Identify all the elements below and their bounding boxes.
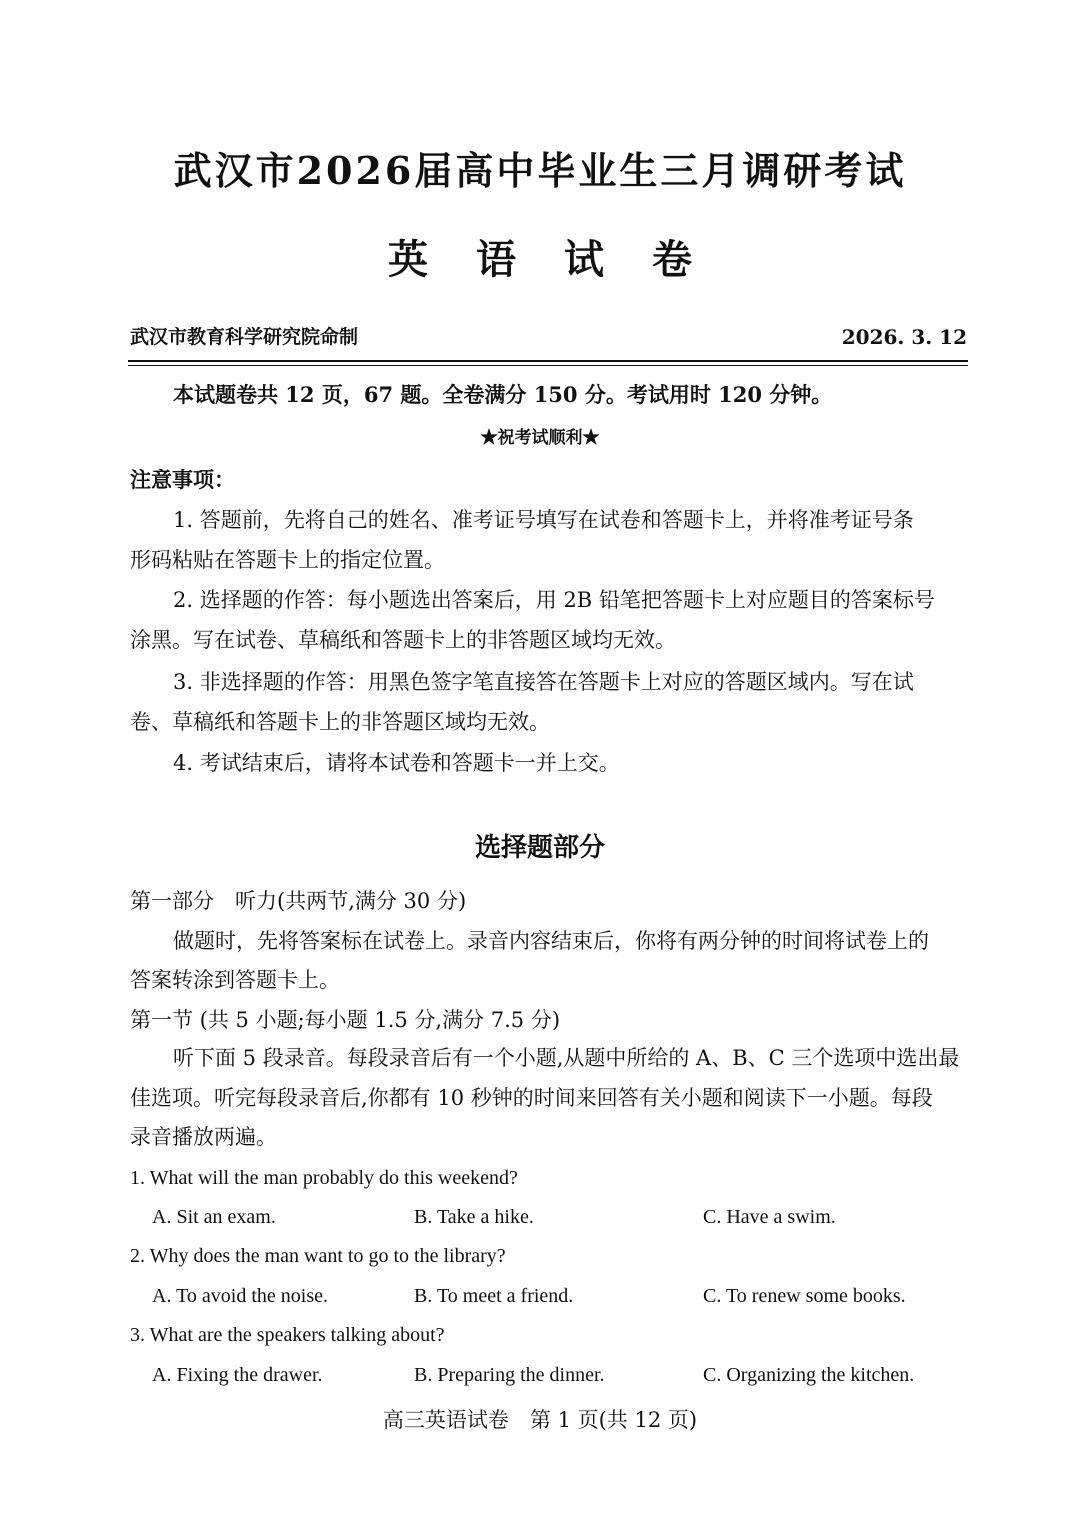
section1-instructions-line-3: 录音播放两遍。 [130, 1125, 277, 1149]
part1-heading: 第一部分 听力(共两节,满分 30 分) [130, 889, 467, 913]
question-1-option-a: A. Sit an exam. [152, 1206, 276, 1228]
notice-item-2-line-1: 2. 选择题的作答：每小题选出答案后，用 2B 铅笔把答题卡上对应题目的答案标号 [173, 588, 935, 612]
good-luck-wish: ★祝考试顺利★ [480, 428, 600, 448]
section-title: 选择题部分 [474, 833, 605, 863]
question-3-option-c: C. Organizing the kitchen. [703, 1364, 915, 1386]
part1-instructions-line-2: 答案转涂到答题卡上。 [130, 968, 340, 992]
notice-item-4: 4. 考试结束后，请将本试卷和答题卡一并上交。 [173, 751, 620, 775]
issuer: 武汉市教育科学研究院命制 [130, 326, 359, 348]
notice-item-2-line-2: 涂黑。写在试卷、草稿纸和答题卡上的非答题区域均无效。 [130, 628, 676, 652]
question-3-stem: 3. What are the speakers talking about? [130, 1324, 445, 1346]
question-2-option-a: A. To avoid the noise. [152, 1285, 328, 1307]
notice-item-3-line-1: 3. 非选择题的作答：用黑色签字笔直接答在答题卡上对应的答题区域内。写在试 [173, 670, 914, 694]
question-3-option-a: A. Fixing the drawer. [152, 1364, 323, 1386]
part1-instructions-line-1: 做题时，先将答案标在试卷上。录音内容结束后，你将有两分钟的时间将试卷上的 [173, 929, 929, 953]
exam-title: 武汉市2026届高中毕业生三月调研考试 [173, 148, 907, 193]
notice-item-1-line-2: 形码粘贴在答题卡上的指定位置。 [130, 548, 445, 572]
question-2-option-b: B. To meet a friend. [414, 1285, 574, 1307]
section1-instructions-line-1: 听下面 5 段录音。每段录音后有一个小题,从题中所给的 A、B、C 三个选项中选出最 [173, 1046, 960, 1070]
page-footer: 高三英语试卷 第 1 页(共 12 页) [382, 1408, 698, 1432]
header-rule [128, 360, 968, 362]
question-2-stem: 2. Why does the man want to go to the library? [130, 1245, 506, 1267]
exam-date: 2026. 3. 12 [841, 325, 967, 349]
notice-item-1-line-1: 1. 答题前，先将自己的姓名、准考证号填写在试卷和答题卡上，并将准考证号条 [173, 508, 914, 532]
header-rule-thin [128, 365, 968, 366]
question-3-option-b: B. Preparing the dinner. [414, 1364, 605, 1386]
question-2-option-c: C. To renew some books. [703, 1285, 906, 1307]
question-1-option-b: B. Take a hike. [414, 1206, 534, 1228]
section1-heading: 第一节 (共 5 小题;每小题 1.5 分,满分 7.5 分) [130, 1008, 561, 1032]
question-1-stem: 1. What will the man probably do this weekend? [130, 1167, 518, 1189]
exam-intro: 本试题卷共 12 页，67 题。全卷满分 150 分。考试用时 120 分钟。 [173, 382, 833, 407]
section1-instructions-line-2: 佳选项。听完每段录音后,你都有 10 秒钟的时间来回答有关小题和阅读下一小题。每段 [130, 1086, 933, 1110]
notice-item-3-line-2: 卷、草稿纸和答题卡上的非答题区域均无效。 [130, 710, 550, 734]
notice-heading: 注意事项： [130, 467, 235, 492]
subject-title: 英语试卷 [388, 236, 740, 283]
question-1-option-c: C. Have a swim. [703, 1206, 836, 1228]
